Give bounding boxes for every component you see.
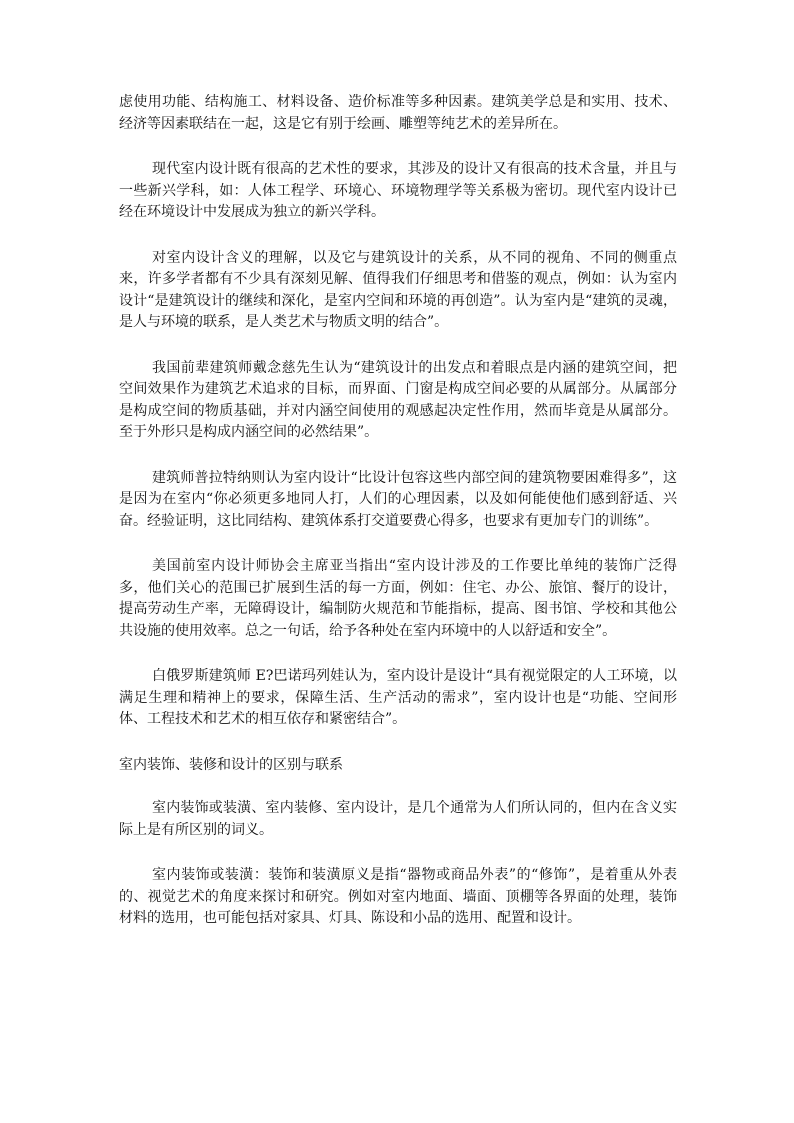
paragraph-belarus-architect-view: 白俄罗斯建筑师 E?巴诺玛列娃认为，室内设计是设计“具有视觉限定的人工环境，以满足生理和精神上的要求，保障生活、生产活动的需求”，室内设计也是“功能、空间形体、工程技术和艺术的相互依存和紧密结合”。 [119,668,677,727]
paragraph-decoration-definition: 室内装饰或装潢：装饰和装潢原义是指“器物或商品外表”的“修饰”，是着重从外表的、视觉艺术的角度来探讨和研究。例如对室内地面、墙面、顶棚等各界面的处理，装饰材料的选用，也可能包括对家具、灯具、陈设和小品的选用、配置和设计。 [119,867,677,926]
paragraph-platner-view: 建筑师普拉特纳则认为室内设计“比设计包容这些内部空间的建筑物要困难得多”，这是因为在室内“你必须更多地同人打，人们的心理因素，以及如何能使他们感到舒适、兴奋。经验证明，这比同结构、建筑体系打交道要费心得多，也要求有更加专门的训练”。 [119,469,677,529]
paragraph-terms-distinction: 室内装饰或装潢、室内装修、室内设计，是几个通常为人们所认同的，但内在含义实际上是有所区别的词义。 [119,800,677,838]
paragraph-dai-nianci-view: 我国前辈建筑师戴念慈先生认为“建筑设计的出发点和着眼点是内涵的建筑空间，把空间效果作为建筑艺术追求的目标，而界面、门窗是构成空间必要的从属部分。从属部分是构成空间的物质基础，并对内涵空间使用的观感起决定性作用，然而毕竟是从属部分。至于外形只是构成内涵空间的必然结果”。 [119,359,677,440]
paragraph-continuation: 虑使用功能、结构施工、材料设备、造价标准等多种因素。建筑美学总是和实用、技术、经济等因素联结在一起，这是它有别于绘画、雕塑等纯艺术的差异所在。 [119,94,677,132]
paragraph-modern-interior-design: 现代室内设计既有很高的艺术性的要求，其涉及的设计又有很高的技术含量，并且与一些新兴学科，如：人体工程学、环境心、环境物理学等关系极为密切。现代室内设计已经在环境设计中发展成为独立的新兴学科。 [119,161,677,220]
paragraph-adam-view: 美国前室内设计师协会主席亚当指出“室内设计涉及的工作要比单纯的装饰广泛得多，他们关心的范围已扩展到生活的每一方面，例如：住宅、办公、旅馆、餐厅的设计，提高劳动生产率，无障碍设计，编制防火规范和节能指标，提高、图书馆、学校和其他公共设施的使用效率。总之一句话，给予各种处在室内环境中的人以舒适和安全”。 [119,558,677,639]
paragraph-definition-understanding: 对室内设计含义的理解，以及它与建筑设计的关系，从不同的视角、不同的侧重点来，许多学者都有不少具有深刻见解、值得我们仔细思考和借鉴的观点，例如：认为室内设计“是建筑设计的继续和深化，是室内空间和环境的再创造”。认为室内是“建筑的灵魂，是人与环境的联系，是人类艺术与物质文明的结合”。 [119,249,677,330]
document-body [119,92,677,954]
section-heading: 室内装饰、装修和设计的区别与联系 [119,756,343,773]
